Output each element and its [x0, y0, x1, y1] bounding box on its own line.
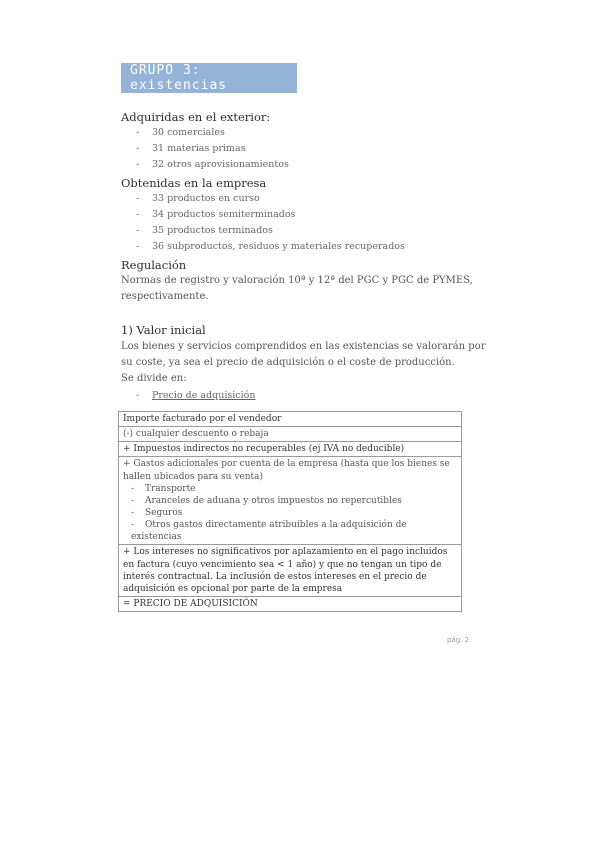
list-item: - 33 productos en curso	[136, 193, 260, 204]
valor-text: Los bienes y servicios comprendidos en las existencias se valorarán por	[121, 341, 486, 352]
precio-adquisicion-table	[118, 411, 462, 612]
table-row: = PRECIO DE ADQUISICIÓN	[119, 596, 462, 611]
valor-text: su coste, ya sea el precio de adquisición o el coste de producción.	[121, 357, 455, 368]
valor-text: Se divide en:	[121, 373, 187, 384]
list-item: - 34 productos semiterminados	[136, 209, 296, 220]
page-number: pág. 2	[447, 636, 470, 644]
section-title-banner	[121, 63, 297, 93]
regulacion-heading: Regulación	[121, 258, 187, 272]
table-row: (-) cualquier descuento o rebaja	[119, 427, 462, 442]
section-title-text: GRUPO 3: existencias	[130, 63, 228, 93]
list-item: - Transporte	[131, 483, 196, 494]
table-row: + Gastos adicionales por cuenta de la empresa (hasta que los bienes se hallen ubicados para su venta) - Transporte - Aranceles de aduana y otros impuestos no repercutibles - Seguros - Otros gastos directamente atribuibles a la adquisición de existencias	[119, 457, 462, 545]
list-item: - Seguros	[131, 507, 183, 518]
valor-inicial-heading: 1) Valor inicial	[121, 323, 206, 337]
regulacion-text: Normas de registro y valoración 10ª y 12ª del PGC y PGC de PYMES,	[121, 275, 473, 286]
list-item: - 32 otros aprovisionamientos	[136, 159, 289, 170]
list-item: - 31 materias primas	[136, 143, 246, 154]
list-item: - Aranceles de aduana y otros impuestos no repercutibles	[131, 495, 402, 506]
table-row: + Los intereses no significativos por aplazamiento en el pago incluidos en factura (cuyo vencimiento sea < 1 año) y que no tengan un tipo de interés contractual. La inclusión de estos intereses en el precio de adquisición es opcional por parte de la empresa	[119, 545, 462, 597]
list-item: - Otros gastos directamente atribuibles a la adquisición de existencias	[131, 520, 407, 543]
list-item: - 30 comerciales	[136, 127, 225, 138]
exterior-heading: Adquiridas en el exterior:	[121, 110, 271, 124]
regulacion-text: respectivamente.	[121, 291, 209, 302]
table-row: Importe facturado por el vendedor	[119, 412, 462, 427]
list-item: - 36 subproductos, residuos y materiales recuperados	[136, 241, 405, 252]
list-item: - Precio de adquisición	[136, 390, 256, 401]
empresa-heading: Obtenidas en la empresa	[121, 176, 267, 190]
list-item: - 35 productos terminados	[136, 225, 273, 236]
table-row: + Impuestos indirectos no recuperables (ej IVA no deducible)	[119, 442, 462, 457]
